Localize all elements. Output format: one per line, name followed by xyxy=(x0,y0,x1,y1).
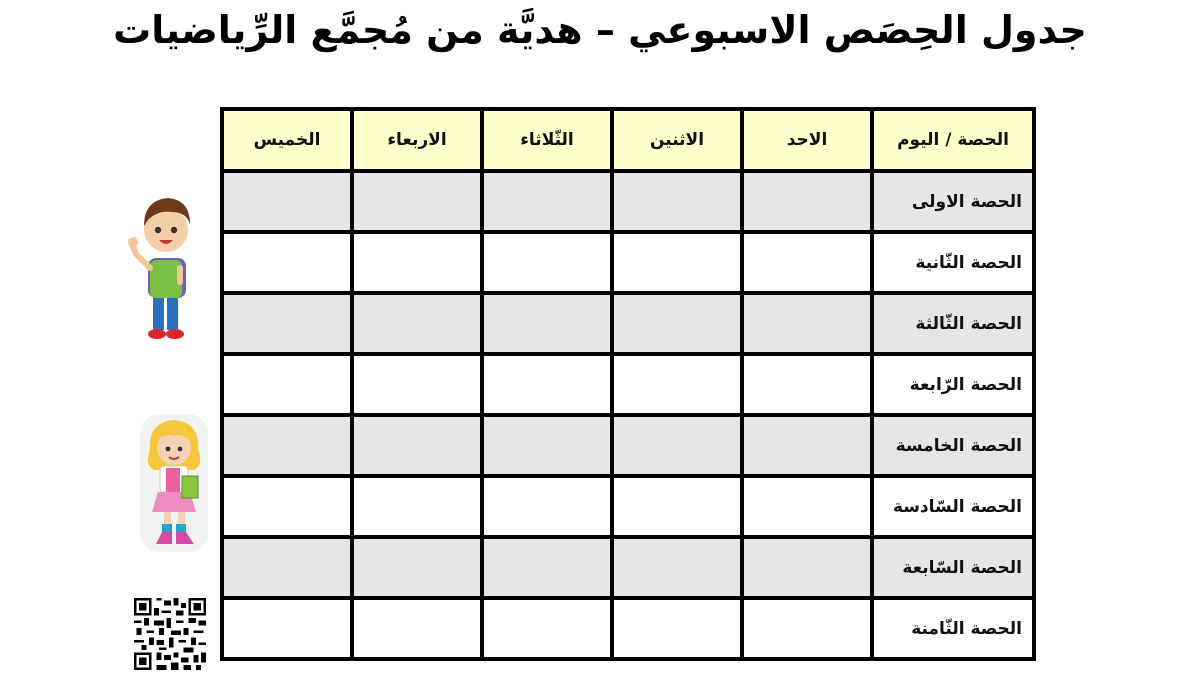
schedule-cell[interactable] xyxy=(352,476,482,537)
schedule-cell[interactable] xyxy=(222,415,352,476)
schedule-cell[interactable] xyxy=(352,171,482,232)
day-header-monday: الاثنين xyxy=(612,109,742,171)
schedule-cell[interactable] xyxy=(612,293,742,354)
schedule-cell[interactable] xyxy=(352,537,482,598)
qr-code-icon[interactable] xyxy=(134,598,206,670)
schoolgirl-illustration-icon xyxy=(138,412,210,554)
day-header-tuesday: الثّلاثاء xyxy=(482,109,612,171)
table-row xyxy=(222,232,1034,293)
table-row xyxy=(222,476,1034,537)
period-label: الحصة السّادسة xyxy=(872,476,1034,537)
schedule-cell[interactable] xyxy=(352,598,482,659)
table-row xyxy=(222,293,1034,354)
schedule-cell[interactable] xyxy=(352,232,482,293)
period-label: الحصة الخامسة xyxy=(872,415,1034,476)
schedule-cell[interactable] xyxy=(222,354,352,415)
schedule-cell[interactable] xyxy=(482,293,612,354)
schedule-cell[interactable] xyxy=(222,293,352,354)
schedule-cell[interactable] xyxy=(612,232,742,293)
schedule-cell[interactable] xyxy=(482,598,612,659)
table-row xyxy=(222,171,1034,232)
schedule-cell[interactable] xyxy=(742,171,872,232)
page-title: جدول الحِصَص الاسبوعي – هديَّة من مُجمَّع الرِّياضيات xyxy=(113,8,1087,52)
period-label: الحصة الثّامنة xyxy=(872,598,1034,659)
period-label: الحصة الثّانية xyxy=(872,232,1034,293)
schedule-cell[interactable] xyxy=(742,476,872,537)
table-row xyxy=(222,415,1034,476)
schedule-cell[interactable] xyxy=(352,415,482,476)
period-label: الحصة الاولى xyxy=(872,171,1034,232)
day-header-wednesday: الاربعاء xyxy=(352,109,482,171)
schedule-cell[interactable] xyxy=(742,415,872,476)
schedule-cell[interactable] xyxy=(612,415,742,476)
schedule-cell[interactable] xyxy=(742,354,872,415)
table-row xyxy=(222,354,1034,415)
schedule-cell[interactable] xyxy=(222,171,352,232)
schedule-cell[interactable] xyxy=(612,171,742,232)
schoolboy-illustration-icon xyxy=(128,182,198,348)
schedule-cell[interactable] xyxy=(482,354,612,415)
schedule-cell[interactable] xyxy=(612,537,742,598)
schedule-cell[interactable] xyxy=(222,537,352,598)
schedule-cell[interactable] xyxy=(612,354,742,415)
schedule-cell[interactable] xyxy=(742,232,872,293)
table-row xyxy=(222,598,1034,659)
header-row xyxy=(222,109,1034,171)
schedule-cell[interactable] xyxy=(352,293,482,354)
day-header-sunday: الاحد xyxy=(742,109,872,171)
schedule-cell[interactable] xyxy=(482,537,612,598)
weekly-schedule-table xyxy=(220,107,1036,661)
schedule-cell[interactable] xyxy=(742,598,872,659)
day-header-thursday: الخميس xyxy=(222,109,352,171)
schedule-cell[interactable] xyxy=(482,415,612,476)
period-label: الحصة السّابعة xyxy=(872,537,1034,598)
table-row xyxy=(222,537,1034,598)
schedule-cell[interactable] xyxy=(222,476,352,537)
corner-header: الحصة / اليوم xyxy=(872,109,1034,171)
schedule-cell[interactable] xyxy=(612,598,742,659)
period-label: الحصة الثّالثة xyxy=(872,293,1034,354)
schedule-cell[interactable] xyxy=(352,354,482,415)
schedule-cell[interactable] xyxy=(222,598,352,659)
schedule-cell[interactable] xyxy=(482,232,612,293)
schedule-cell[interactable] xyxy=(742,293,872,354)
schedule-cell[interactable] xyxy=(482,171,612,232)
period-label: الحصة الرّابعة xyxy=(872,354,1034,415)
schedule-cell[interactable] xyxy=(742,537,872,598)
schedule-cell[interactable] xyxy=(222,232,352,293)
schedule-cell[interactable] xyxy=(482,476,612,537)
schedule-cell[interactable] xyxy=(612,476,742,537)
